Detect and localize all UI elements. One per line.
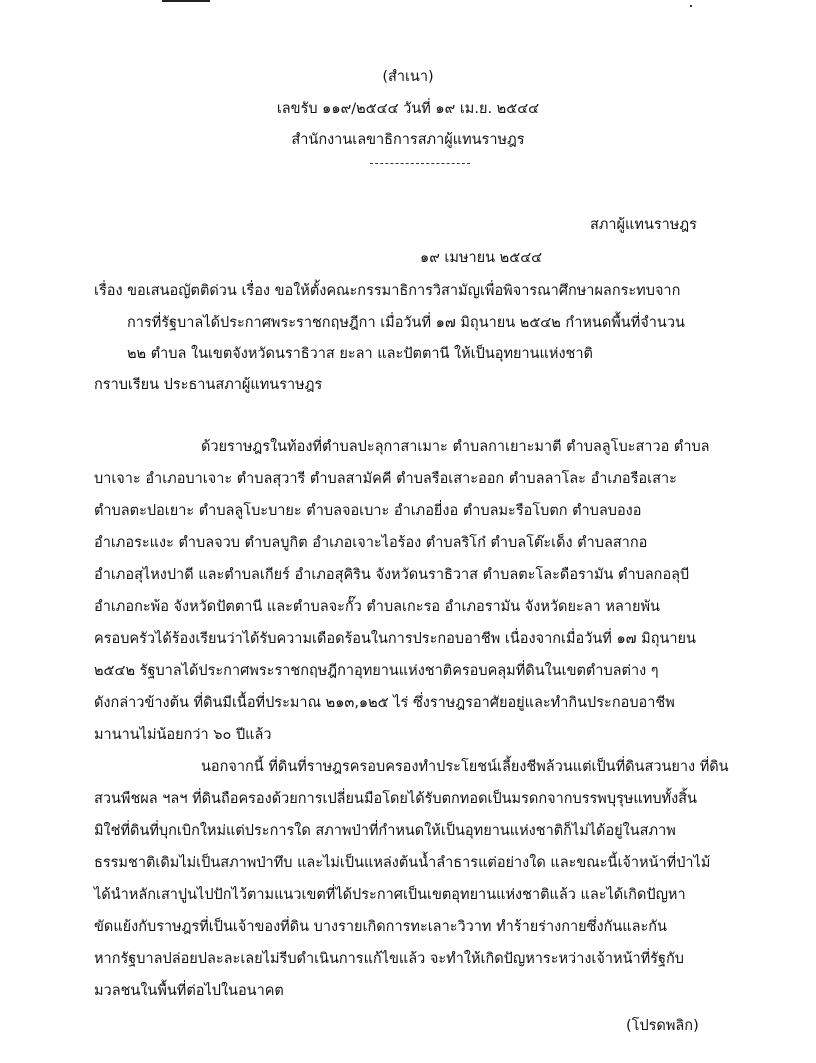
paragraph-1-line: อำเภอกะพ้อ จังหวัดปัตตานี และตำบลจะกั๊ว ตำบลเกะรอ อำเภอรามัน จังหวัดยะลา หลายพัน bbox=[94, 599, 660, 615]
paragraph-1-line: อำเภอระแงะ ตำบลจวบ ตำบลบูกิต อำเภอเจาะไอร้อง ตำบลริโก๋ ตำบลโต๊ะเด็ง ตำบลสากอ bbox=[94, 535, 648, 551]
paragraph-1-line: ครอบครัวได้ร้องเรียนว่าได้รับความเดือดร้อนในการประกอบอาชีพ เนื่องจากเมื่อวันที่ ๑๗ มิถุนายน bbox=[94, 631, 696, 647]
paragraph-1-line: บาเจาะ อำเภอบาเจาะ ตำบลสุวารี ตำบลสามัคคี ตำบลรือเสาะออก ตำบลลาโละ อำเภอรือเสาะ bbox=[94, 471, 677, 487]
salutation: กราบเรียน ประธานสภาผู้แทนราษฎร bbox=[94, 377, 323, 393]
sender: สภาผู้แทนราษฎร bbox=[590, 217, 697, 233]
paragraph-1-line: อำเภอสุไหงปาดี และตำบลเกียร์ อำเภอสุคิริน จังหวัดนราธิวาส ตำบลตะโละดือรามัน ตำบลกอลุบี bbox=[94, 567, 690, 583]
subject-line-2: การที่รัฐบาลได้ประกาศพระราชกฤษฎีกา เมื่อวันที่ ๑๗ มิถุนายน ๒๕๔๒ กำหนดพื้นที่จำนวน bbox=[127, 315, 685, 331]
office-name: สำนักงานเลขาธิการสภาผู้แทนราษฎร bbox=[291, 132, 525, 148]
paragraph-2-line: นอกจากนี้ ที่ดินที่ราษฎรครอบครองทำประโยชน์เลี้ยงชีพล้วนแต่เป็นที่ดินสวนยาง ที่ดิน bbox=[201, 759, 729, 775]
paragraph-2-line: ขัดแย้งกับราษฎรที่เป็นเจ้าของที่ดิน บางรายเกิดการทะเลาะวิวาท ทำร้ายร่างกายซึ่งกันและกัน bbox=[94, 919, 667, 935]
scan-artifact bbox=[162, 0, 210, 2]
paragraph-1-line: มานานไม่น้อยกว่า ๖๐ ปีแล้ว bbox=[94, 727, 272, 743]
paragraph-2-line: ธรรมชาติเดิมไม่เป็นสภาพป่าทึบ และไม่เป็นแหล่งต้นน้ำลำธารแต่อย่างใด และขณะนี้เจ้าหน้าที่ป่าไม้ bbox=[94, 855, 711, 871]
copy-label: (สำเนา) bbox=[382, 69, 434, 85]
paragraph-1-line: ดังกล่าวข้างต้น ที่ดินมีเนื้อที่ประมาณ ๒๑๓,๑๒๕ ไร่ ซึ่งราษฎรอาศัยอยู่และทำกินประกอบอาชีพ bbox=[94, 695, 675, 711]
scan-artifact bbox=[690, 5, 692, 7]
subject-line-1: เรื่อง ขอเสนอญัตติด่วน เรื่อง ขอให้ตั้งคณะกรรมาธิการวิสามัญเพื่อพิจารณาศึกษาผลกระทบจาก bbox=[94, 283, 681, 299]
paragraph-2-line: มวลชนในพื้นที่ต่อไปในอนาคต bbox=[94, 983, 284, 999]
header-divider bbox=[370, 163, 470, 164]
document-date: ๑๙ เมษายน ๒๕๔๔ bbox=[420, 250, 543, 266]
paragraph-2-line: สวนพืชผล ฯลฯ ที่ดินถือครองด้วยการเปลี่ยนมือโดยได้รับตกทอดเป็นมรดกจากบรรพบุรุษแทบทั้งสิ้น bbox=[94, 791, 697, 807]
subject-line-3: ๒๒ ตำบล ในเขตจังหวัดนราธิวาส ยะลา และปัตตานี ให้เป็นอุทยานแห่งชาติ bbox=[127, 346, 593, 362]
paragraph-1-line: ด้วยราษฎรในท้องที่ตำบลปะลุกาสาเมาะ ตำบลกาเยาะมาตี ตำบลลูโบะสาวอ ตำบล bbox=[201, 439, 710, 455]
paragraph-2-line: หากรัฐบาลปล่อยปละละเลยไม่รีบดำเนินการแก้ไขแล้ว จะทำให้เกิดปัญหาระหว่างเจ้าหน้าที่รัฐกับ bbox=[94, 951, 684, 967]
receipt-line: เลขรับ ๑๑๙/๒๕๔๔ วันที่ ๑๙ เม.ย. ๒๕๔๔ bbox=[276, 101, 540, 117]
paragraph-1-line: ๒๕๔๒ รัฐบาลได้ประกาศพระราชกฤษฎีกาอุทยานแห่งชาติครอบคลุมที่ดินในเขตตำบลต่าง ๆ bbox=[94, 663, 659, 679]
paragraph-2-line: ได้นำหลักเสาปูนไปปักไว้ตามแนวเขตที่ได้ประกาศเป็นเขตอุทยานแห่งชาติแล้ว และได้เกิดปัญหา bbox=[94, 887, 686, 903]
please-turn-over: (โปรดพลิก) bbox=[626, 1018, 699, 1034]
paragraph-1-line: ตำบลตะปอเยาะ ตำบลลูโบะบายะ ตำบลจอเบาะ อำเภอยี่งอ ตำบลมะรือโบตก ตำบลบองอ bbox=[94, 503, 642, 519]
paragraph-2-line: มิใช่ที่ดินที่บุกเบิกใหม่แต่ประการใด สภาพป่าที่กำหนดให้เป็นอุทยานแห่งชาติก็ไม่ได้อยู่ในสภาพ bbox=[94, 823, 676, 839]
